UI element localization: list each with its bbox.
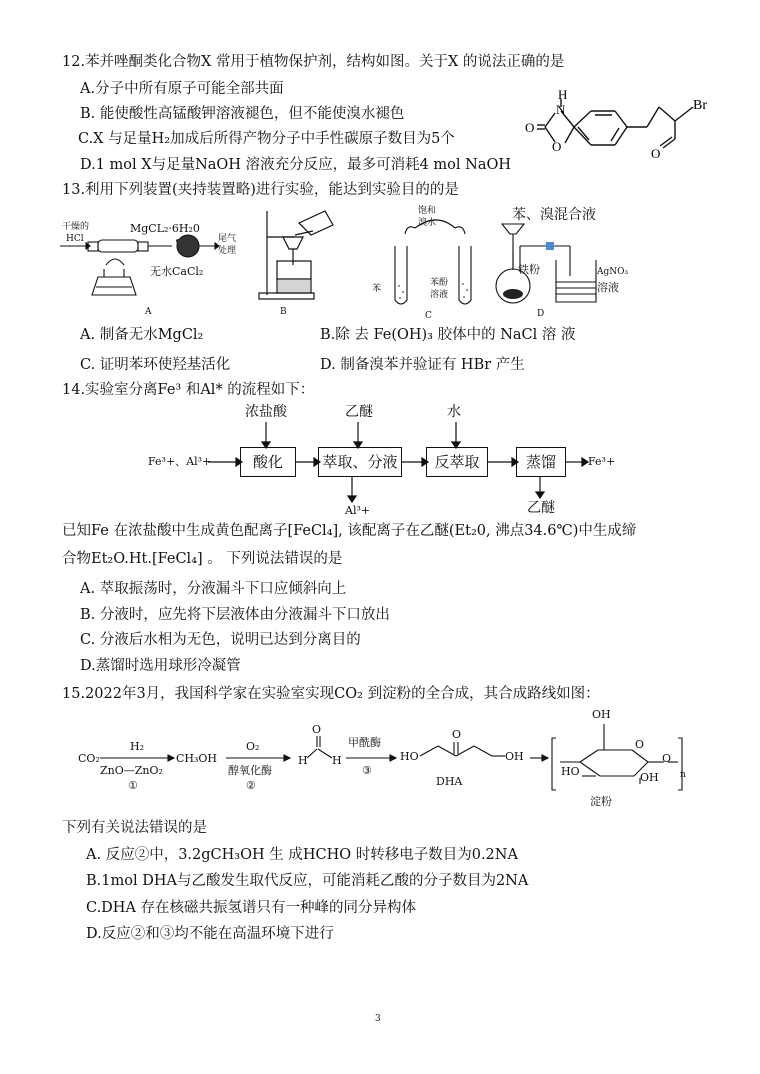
q13-agno3-1: AgNO₃ — [597, 267, 629, 277]
q14-step-extract: 萃取、分液 — [318, 447, 402, 477]
q15-dha-label: DHA — [436, 775, 463, 788]
q14-fe-output: Fe³+ — [588, 455, 616, 468]
q15-starch-ho: HO — [561, 765, 580, 778]
q15-enzyme: 醇氧化酶 — [228, 764, 272, 777]
q12-struct-o-ring: O — [552, 139, 562, 154]
q13-iron-label: 铁粉 — [518, 263, 540, 276]
q15-starch-label: 淀粉 — [590, 795, 612, 808]
q14-step-distill: 蒸馏 — [516, 447, 566, 477]
q14-reagent-hcl: 浓盐酸 — [245, 404, 287, 420]
q12-struct-br: Br — [693, 98, 707, 113]
q13-phenol-1: 苯酚 — [430, 278, 449, 288]
q14-option-c: C. 分液后水相为无色，说明已达到分离目的 — [80, 632, 361, 648]
q12-struct-o-carbonyl: O — [525, 120, 535, 135]
q12-option-c: C.X 与足量H₂加成后所得产物分子中手性碳原子数目为5个 — [78, 131, 455, 147]
q15-dha-oh: OH — [505, 750, 524, 763]
q13-label-b: B — [280, 307, 287, 317]
q13-stem: 13.利用下列装置(夹持装置略)进行实验，能达到实验目的的是 — [62, 182, 459, 198]
q14-al-output: Al³+ — [345, 504, 371, 517]
q12-stem: 12.苯并唑酮类化合物X 常用于植物保护剂，结构如图。关于X 的说法正确的是 — [62, 54, 565, 70]
q15-o2: O₂ — [246, 740, 260, 753]
q14-step-back-extract: 反萃取 — [426, 447, 488, 477]
q12-struct-o-ald: O — [651, 146, 661, 161]
q14-input-ions: Fe³+、Al³+ — [148, 455, 212, 468]
q13-brwater-1: 饱和 — [418, 206, 437, 216]
q15-option-c: C.DHA 存在核磁共振氢谱只有一种峰的同分异构体 — [86, 900, 417, 916]
q14-note-line1: 已知Fe 在浓盐酸中生成黄色配离子[FeCl₄], 该配离子在乙醚(Et₂0, 沸点34.6℃)中生成缔 — [62, 523, 637, 539]
q13-option-a: A. 制备无水MgCl₂ — [80, 327, 204, 343]
q13-agno3-2: 溶液 — [597, 281, 619, 294]
q13-option-b: B.除 去 Fe(OH)₃ 胶体中的 NaCl 溶 液 — [320, 327, 576, 343]
q13-label-d: D — [537, 309, 545, 319]
q13-mgcl2-label: MgCL₂·6H₂0 — [130, 222, 200, 235]
q14-reagent-ether: 乙醚 — [345, 404, 373, 420]
q12-struct-n: N — [556, 102, 566, 117]
q13-cacl2-label: 无水CaCl₂ — [150, 265, 204, 278]
q15-lead: 下列有关说法错误的是 — [62, 820, 207, 836]
q13-option-c: C. 证明苯环使羟基活化 — [80, 357, 231, 373]
q15-h2: H₂ — [130, 740, 145, 753]
page-number: 3 — [375, 1014, 381, 1024]
q14-note-line2: 合物Et₂O.Ht.[FeCl₄] 。 下列说法错误的是 — [62, 551, 343, 567]
q13-phenol-2: 溶液 — [430, 290, 449, 300]
q14-ether-output: 乙醚 — [527, 500, 555, 516]
q14-reagent-water: 水 — [447, 404, 461, 420]
q13-dry-hcl-1: 干燥的 — [62, 222, 90, 232]
q15-catalyst: ZnO—ZnO₂ — [100, 764, 163, 777]
q12-option-d: D.1 mol X与足量NaOH 溶液充分反应，最多可消耗4 mol NaOH — [80, 157, 511, 173]
q13-brwater-2: 溴水 — [418, 218, 437, 228]
q15-co2: CO₂ — [78, 752, 100, 765]
q13-label-c: C — [425, 311, 432, 321]
q15-option-b: B.1mol DHA与乙酸发生取代反应，可能消耗乙酸的分子数目为2NA — [86, 873, 529, 889]
q15-hcho-h2: H — [332, 754, 342, 767]
q15-formolase: 甲酰酶 — [348, 736, 381, 749]
q13-option-d: D. 制备溴苯并验证有 HBr 产生 — [320, 357, 525, 373]
q15-hcho-h1: H — [298, 754, 308, 767]
q15-starch-n: n — [680, 770, 686, 780]
q15-stem: 15.2022年3月，我国科学家在实验室实现CO₂ 到淀粉的全合成，其合成路线如图： — [62, 686, 600, 702]
q15-ch3oh: CH₃OH — [176, 752, 218, 765]
q13-tail-gas-2: 处理 — [218, 246, 237, 256]
q15-step3: ③ — [362, 764, 372, 777]
q12-option-b: B. 能使酸性高锰酸钾溶液褪色，但不能使溴水褪色 — [80, 106, 405, 122]
q15-option-a: A. 反应②中，3.2gCH₃OH 生 成HCHO 时转移电子数目为0.2NA — [86, 847, 518, 863]
q15-step2: ② — [246, 779, 256, 792]
q13-tail-gas-1: 尾气 — [218, 234, 237, 244]
q14-option-d: D.蒸馏时选用球形冷凝管 — [80, 658, 241, 674]
q15-dha-ho: HO — [400, 750, 419, 763]
q15-starch-o-ring: O — [635, 738, 645, 751]
q15-hcho-o: O — [312, 723, 322, 736]
q13-benzene-label: 苯 — [372, 284, 382, 294]
q13-label-a: A — [145, 307, 152, 317]
q12-struct-h: H — [558, 87, 568, 102]
q15-option-d: D.反应②和③均不能在高温环境下进行 — [86, 926, 334, 942]
q15-starch-o-link: O — [662, 752, 672, 765]
q13-mix-label: 苯、溴混合液 — [512, 207, 596, 223]
q14-step-acidify: 酸化 — [240, 447, 296, 477]
q15-dha-o: O — [452, 728, 462, 741]
q12-option-a: A.分子中所有原子可能全部共面 — [80, 81, 284, 97]
q15-starch-oh-top: OH — [592, 708, 611, 721]
q15-step1: ① — [128, 779, 138, 792]
q14-option-a: A. 萃取振荡时，分液漏斗下口应倾斜向上 — [80, 581, 347, 597]
q15-starch-oh: OH — [640, 771, 659, 784]
q13-dry-hcl-2: HCl — [66, 234, 84, 244]
q14-stem: 14.实验室分离Fe³ 和Al* 的流程如下： — [62, 382, 315, 398]
q14-option-b: B. 分液时，应先将下层液体由分液漏斗下口放出 — [80, 607, 390, 623]
